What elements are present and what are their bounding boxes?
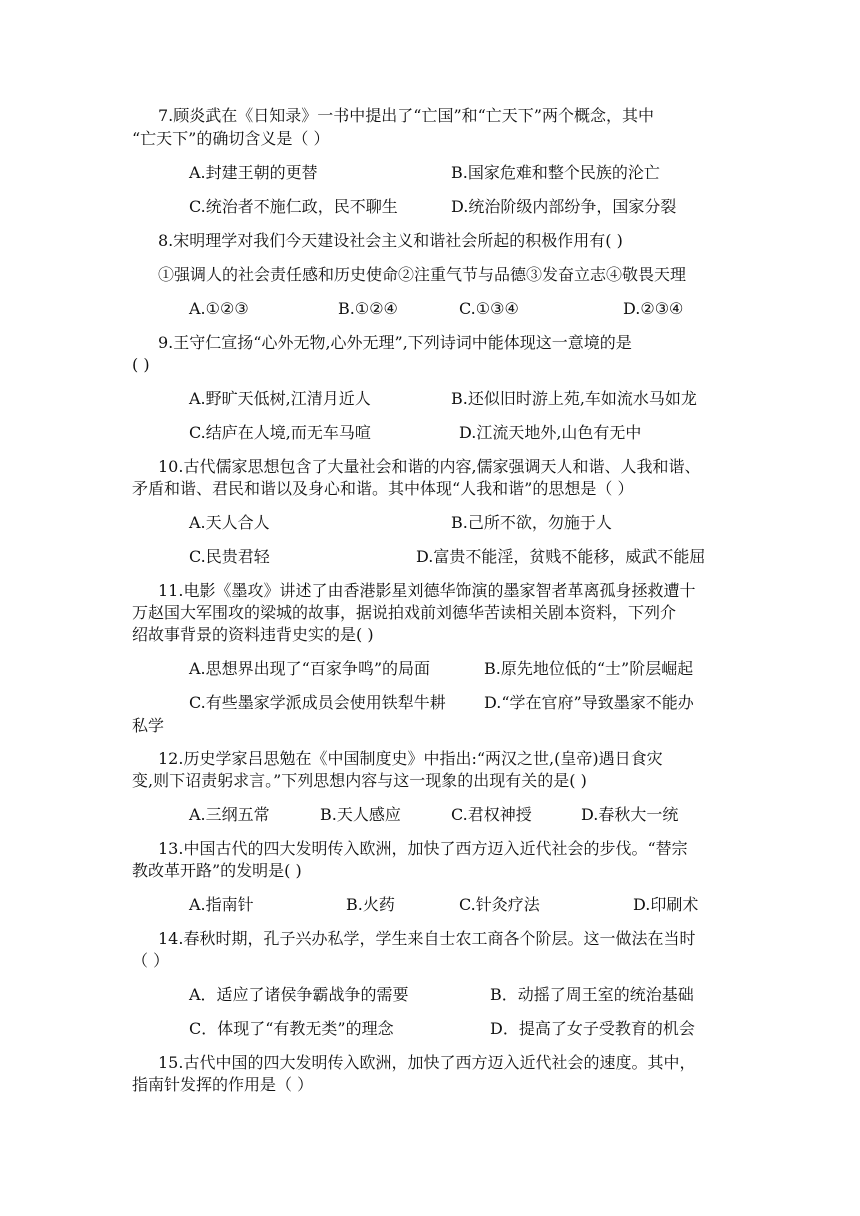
q12-option-c: C.君权神授 [451,805,532,824]
q11-option-d: D.“学在官府”导致墨家不能办 [484,693,694,712]
q11-option-d-cont: 私学 [132,716,165,735]
q13-stem-line1: 13.中国古代的四大发明传入欧洲，加快了西方迈入近代社会的步伐。“替宗 [158,839,688,858]
q8-option-a: A.①②③ [189,299,249,318]
q13-stem-line2: 教改革开路”的发明是( ) [132,861,302,880]
q11-stem-line3: 绍故事背景的资料违背史实的是( ) [132,625,374,644]
q10-option-a: A.天人合人 [189,513,270,532]
q11-option-b: B.原先地位低的“士”阶层崛起 [484,659,694,678]
q14-stem-line1: 14.春秋时期，孔子兴办私学，学生来自士农工商各个阶层。这一做法在当时 [158,929,696,948]
q8-stem-line1: 8.宋明理学对我们今天建设社会主义和谐社会所起的积极作用有( ) [158,231,623,250]
q8-option-b: B.①②④ [338,299,398,318]
q9-stem-line1: 9.王守仁宣扬“心外无物,心外无理”,下列诗词中能体现这一意境的是 [158,333,632,352]
q14-stem-line2: （ ） [132,951,170,970]
q9-option-c: C.结庐在人境,而无车马喧 [189,423,371,442]
q10-option-d: D.富贵不能淫，贫贱不能移，威武不能屈 [416,547,706,566]
q8-stem-line2: ①强调人的社会责任感和历史使命②注重气节与品德③发奋立志④敬畏天理 [158,265,687,284]
q14-option-c: C．体现了“有教无类”的理念 [189,1019,394,1038]
q15-stem-line1: 15.古代中国的四大发明传入欧洲，加快了西方迈入近代社会的速度。其中， [158,1053,696,1072]
q15-stem-line2: 指南针发挥的作用是（ ） [132,1075,314,1094]
q14-option-a: A．适应了诸侯争霸战争的需要 [189,985,409,1004]
q12-option-d: D.春秋大一统 [581,805,679,824]
q13-option-d: D.印刷术 [633,895,699,914]
q11-option-c: C.有些墨家学派成员会使用铁犁牛耕 [189,693,446,712]
q8-option-c: C.①③④ [459,299,519,318]
q14-option-d: D．提高了女子受教育的机会 [490,1019,695,1038]
q12-stem-line2: 变,则下诏责躬求言。”下列思想内容与这一现象的出现有关的是( ) [132,771,587,790]
q7-option-a: A.封建王朝的更替 [189,163,318,182]
q11-stem-line1: 11.电影《墨攻》讲述了由香港影星刘德华饰演的墨家智者革离孤身拯救遭十 [158,581,696,600]
q13-option-a: A.指南针 [189,895,254,914]
q12-stem-line1: 12.历史学家吕思勉在《中国制度史》中指出:“两汉之世,(皇帝)遇日食灾 [158,749,663,768]
q13-option-b: B.火药 [346,895,395,914]
q10-stem-line1: 10.古代儒家思想包含了大量社会和谐的内容,儒家强调天人和谐、人我和谐、 [158,457,701,476]
q9-option-d: D.江流天地外,山色有无中 [459,423,642,442]
q13-option-c: C.针灸疗法 [459,895,540,914]
q11-option-a: A.思想界出现了“百家争鸣”的局面 [189,659,431,678]
q14-option-b: B．动摇了周王室的统治基础 [490,985,694,1004]
q9-stem-line2: ( ) [132,355,150,374]
q7-stem-line1: 7.顾炎武在《日知录》一书中提出了“亡国”和“亡天下”两个概念，其中 [158,106,654,125]
q7-option-c: C.统治者不施仁政，民不聊生 [189,197,398,216]
q12-option-a: A.三纲五常 [189,805,270,824]
q10-option-c: C.民贵君轻 [189,547,270,566]
q7-option-d: D.统治阶级内部纷争，国家分裂 [451,197,677,216]
q9-option-a: A.野旷天低树,江清月近人 [189,389,371,408]
q7-stem-line2: “亡天下”的确切含义是（ ） [132,129,330,148]
q9-option-b: B.还似旧时游上苑,车如流水马如龙 [451,389,697,408]
q7-option-b: B.国家危难和整个民族的沦亡 [451,163,660,182]
q12-option-b: B.天人感应 [320,805,401,824]
q8-option-d: D.②③④ [623,299,684,318]
q11-stem-line2: 万赵国大军围攻的梁城的故事，据说拍戏前刘德华苦读相关剧本资料，下列介 [132,603,677,622]
q10-option-b: B.己所不欲，勿施于人 [451,513,612,532]
q10-stem-line2: 矛盾和谐、君民和谐以及身心和谐。其中体现“人我和谐”的思想是（ ） [132,479,634,498]
